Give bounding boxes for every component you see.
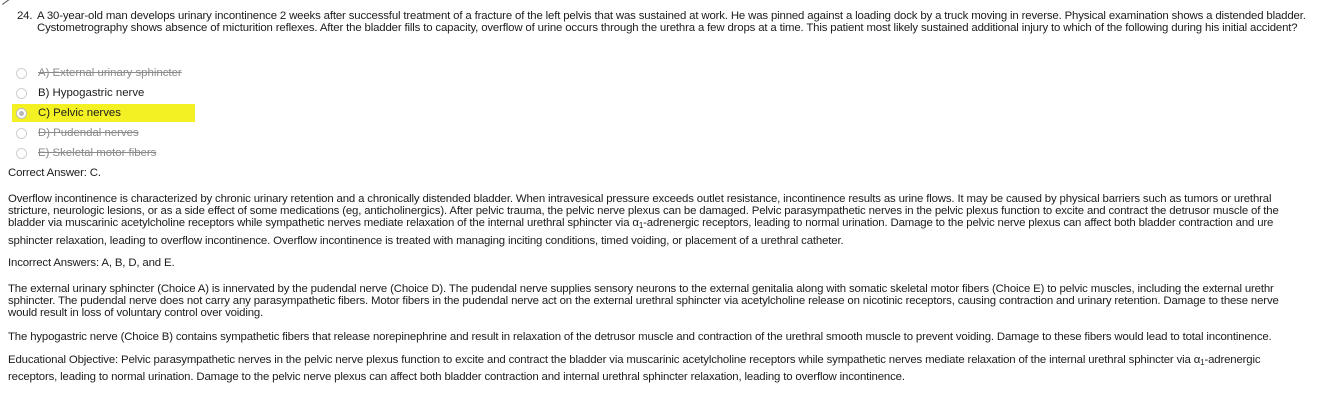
- choice-d[interactable]: [12, 124, 195, 142]
- choice-label: A) External urinary sphincter: [38, 67, 182, 79]
- corner-mark: [2, 0, 18, 13]
- incorrect-answers-heading: Incorrect Answers: A, B, D, and E.: [8, 257, 175, 269]
- choice-c[interactable]: [12, 104, 195, 122]
- choice-b[interactable]: [12, 84, 195, 102]
- question-stem: [17, 10, 1327, 34]
- educational-objective: Educational Objective: Pelvic parasympathetic nerves in the pelvic nerve plexus function to excite and contract the bladder via muscarinic acetylcholine receptors while sympathetic nerves mediate relaxation of the internal urethral sphincter via $\alpha_1$-adrenergic receptors, leading to normal urination. Damage to the pelvic nerve plexus can affect both bladder contraction and internal urethral sphincter relaxation, leading to overflow incontinence.: [8, 354, 1261, 383]
- radio-button[interactable]: [16, 88, 27, 99]
- radio-button-selected[interactable]: [16, 108, 27, 119]
- correct-answer: Correct Answer: C.: [8, 167, 101, 179]
- explanation-paragraph: Overflow incontinence is characterized by chronic urinary retention and a chronically distended bladder. When intravesical pressure exceeds outlet resistance, incontinence results as urine flows. It may be caused by physical barriers such as tumors or urethral stricture, neurologic lesions, or as a side effect of some medications (eg, anticholinergics). After pelvic trauma, the pelvic nerve plexus can be damaged. Pelvic parasympathetic nerves in the pelvic plexus function to excite and contract the detrusor muscle of the bladder via muscarinic acetylcholine receptors while sympathetic nerves mediate relaxation of the internal urethral sphincter via $\alpha_1$-adrenergic receptors, leading to normal urination. Damage to the pelvic nerve plexus can affect both bladder contraction and ure sphincter relaxation, leading to overflow incontinence. Overflow incontinence is treated with managing inciting conditions, timed voiding, or placement of a urethral catheter.: [8, 193, 1279, 247]
- choice-label: B) Hypogastric nerve: [38, 87, 145, 99]
- question-number: 24.: [17, 10, 33, 22]
- choice-a[interactable]: [12, 64, 195, 82]
- answer-choices: [12, 64, 312, 164]
- question-text: A 30-year-old man develops urinary incontinence 2 weeks after successful treatment of a fracture of the left pelvis that was sustained at work. He was pinned against a loading dock by a truck moving in reverse. Physical examination shows a distended bladder. Cystometrography shows absence of micturition reflexes. After the bladder fills to capacity, overflow of urine occurs through the urethra a few drops at a time. This patient most likely sustained additional injury to which of the following during his initial accident?: [37, 10, 1306, 34]
- choice-label: C) Pelvic nerves: [38, 107, 121, 119]
- radio-button[interactable]: [16, 128, 27, 139]
- choice-e[interactable]: [12, 144, 195, 162]
- choice-label: D) Pudendal nerves: [38, 127, 139, 139]
- hypogastric-paragraph: The hypogastric nerve (Choice B) contains sympathetic fibers that release norepinephrine and result in relaxation of the detrusor muscle and contraction of the urethral smooth muscle to prevent voiding. Damage to these fibers would lead to total incontinence.: [8, 331, 1272, 343]
- radio-button[interactable]: [16, 68, 27, 79]
- choice-label: E) Skeletal motor fibers: [38, 147, 157, 159]
- incorrect-explanation-paragraph: The external urinary sphincter (Choice A) is innervated by the pudendal nerve (Choice D). The pudendal nerve supplies sensory neurons to the external genitalia along with somatic skeletal motor fibers (Choice E) to pelvic muscles, including the external urethr sphincter. The pudendal nerve does not carry any parasympathetic fibers. Motor fibers in the pudendal nerve act on the external urethral sphincter via acetylcholine release on nicotinic receptors, causing contraction and urinary retention. Damage to these nerve would result in loss of voluntary control over voiding.: [8, 283, 1279, 319]
- radio-button[interactable]: [16, 148, 27, 159]
